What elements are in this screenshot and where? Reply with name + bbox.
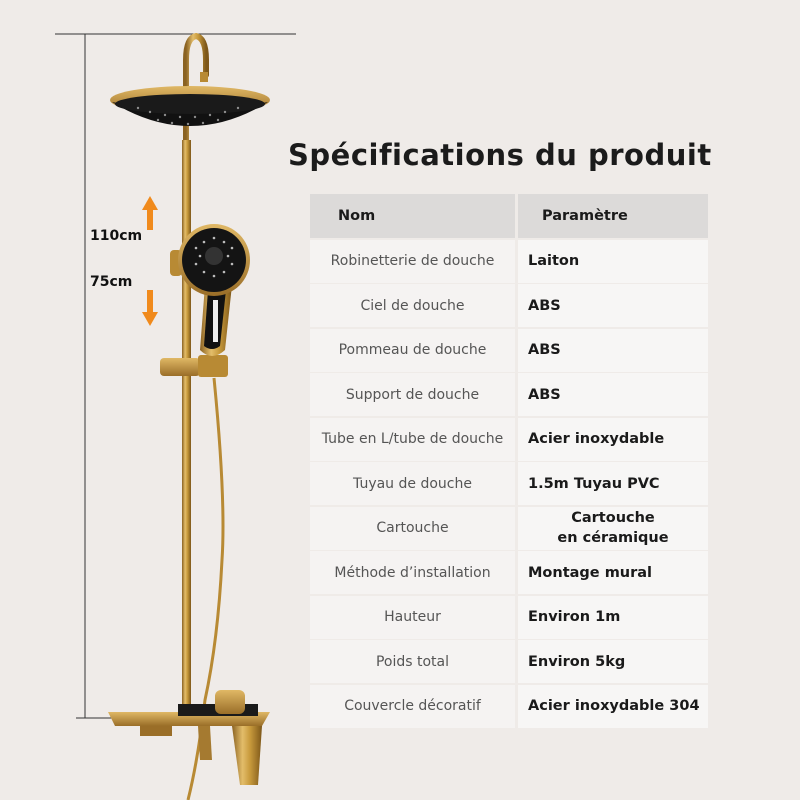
row-value: Cartouche en céramique [518, 507, 708, 550]
riser-pipe [182, 140, 191, 715]
dimension-lower-label: 75cm [90, 274, 133, 290]
header-name: Nom [310, 194, 515, 238]
row-value: Acier inoxydable 304 [518, 685, 708, 728]
row-value: Laiton [518, 240, 708, 283]
specifications-table [310, 194, 708, 729]
table-row [310, 418, 708, 461]
row-name: Couvercle décoratif [310, 685, 515, 728]
row-name: Ciel de douche [310, 284, 515, 327]
row-name: Hauteur [310, 596, 515, 639]
row-value: Environ 5kg [518, 640, 708, 683]
row-value: Environ 1m [518, 596, 708, 639]
table-row [310, 596, 708, 639]
table-row [310, 551, 708, 594]
down-arrow-icon [142, 290, 158, 326]
row-name: Support de douche [310, 373, 515, 416]
page-title: Spécifications du produit [288, 138, 712, 172]
table-row [310, 284, 708, 327]
header-value: Paramètre [518, 194, 708, 238]
row-name: Cartouche [310, 507, 515, 550]
row-name: Robinetterie de douche [310, 240, 515, 283]
row-value: Acier inoxydable [518, 418, 708, 461]
row-name: Pommeau de douche [310, 329, 515, 372]
hand-shower-holder [160, 355, 228, 377]
table-row [310, 507, 708, 550]
table-row [310, 640, 708, 683]
up-arrow-icon [142, 196, 158, 230]
row-value: 1.5m Tuyau PVC [518, 462, 708, 505]
table-row [310, 685, 708, 728]
table-row [310, 462, 708, 505]
row-value: ABS [518, 329, 708, 372]
mixer-valve [108, 690, 270, 785]
dimension-upper-label: 110cm [90, 228, 143, 244]
row-value: ABS [518, 373, 708, 416]
rain-shower-head [110, 86, 270, 126]
row-name: Poids total [310, 640, 515, 683]
row-name: Tuyau de douche [310, 462, 515, 505]
table-header-row [310, 194, 708, 238]
row-name: Tube en L/tube de douche [310, 418, 515, 461]
row-name: Méthode d’installation [310, 551, 515, 594]
table-row [310, 373, 708, 416]
table-row [310, 240, 708, 283]
table-row [310, 329, 708, 372]
row-value: ABS [518, 284, 708, 327]
row-value: Montage mural [518, 551, 708, 594]
